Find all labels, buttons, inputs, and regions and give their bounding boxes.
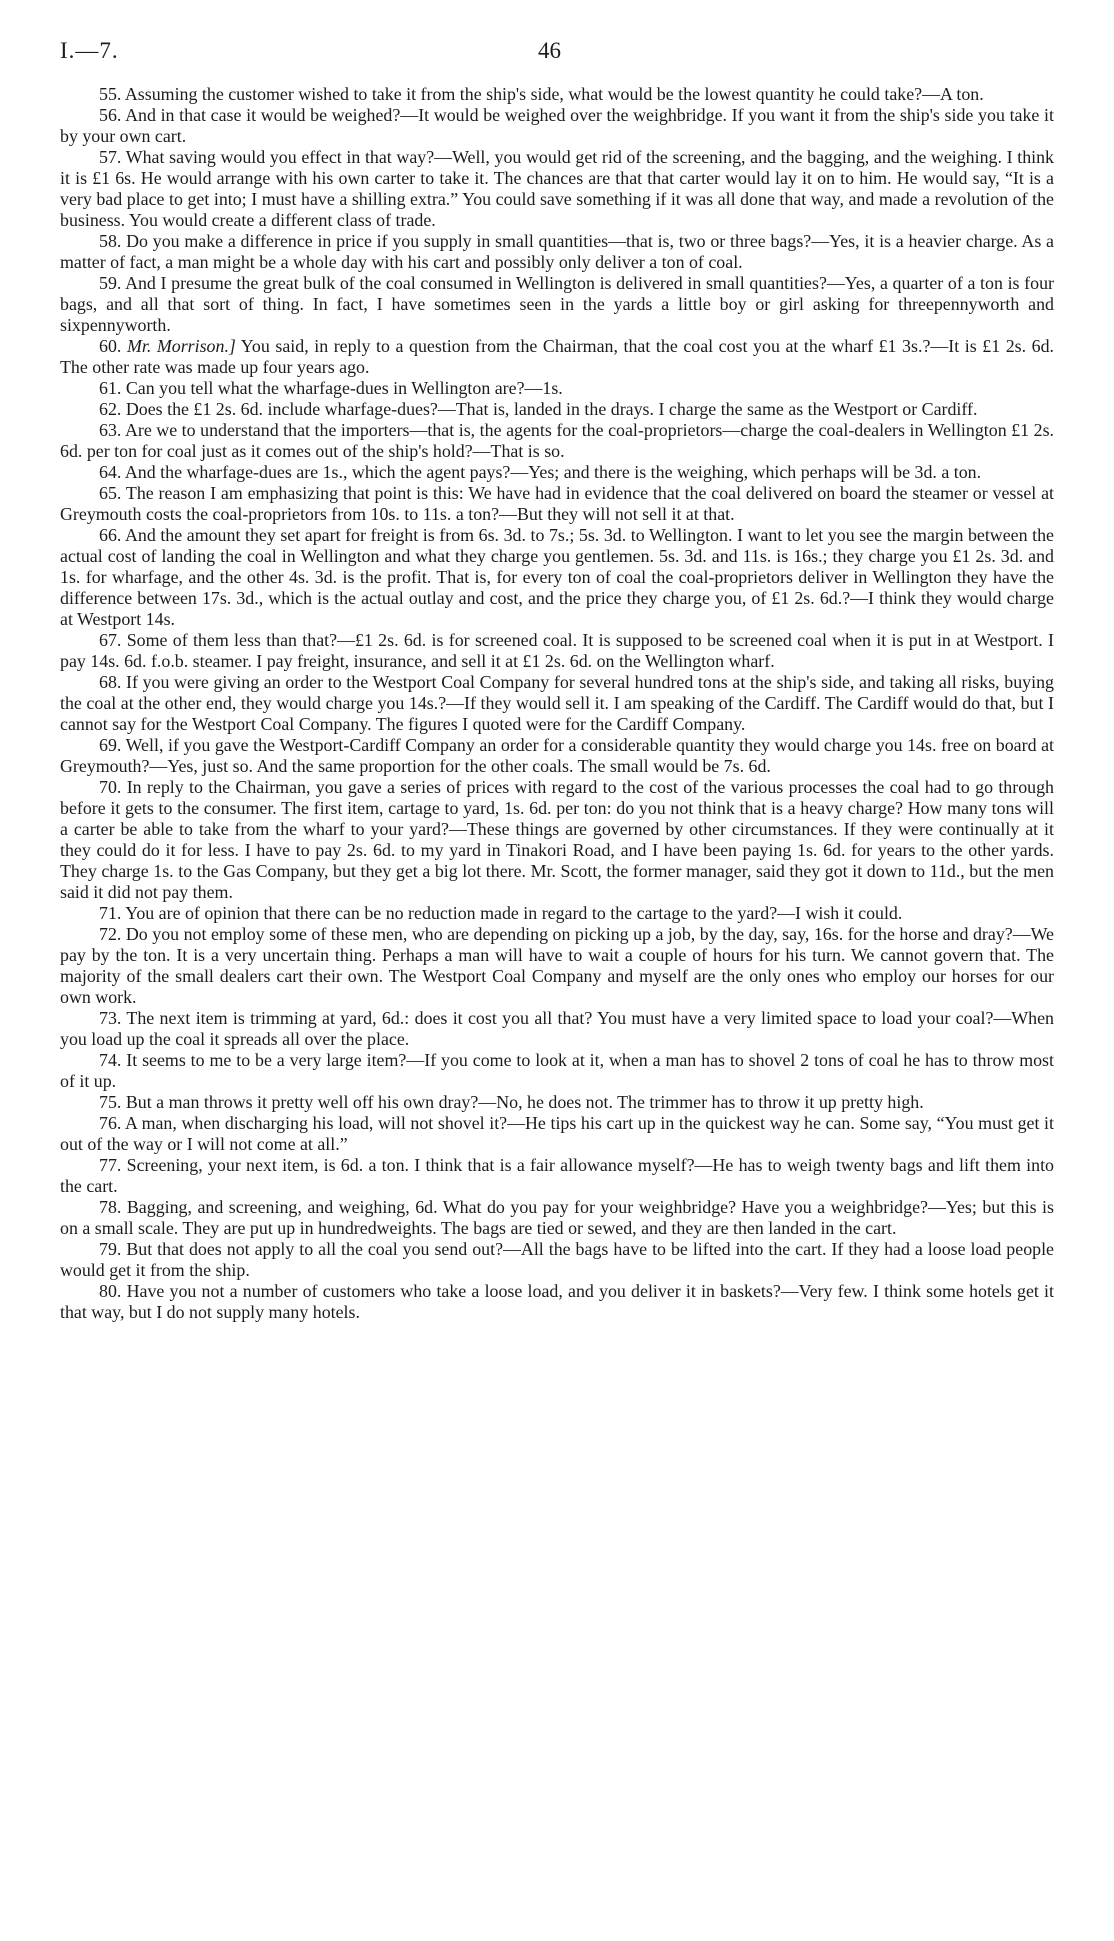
paragraph-79 <box>60 1239 1054 1281</box>
paragraph-text: Well, if you gave the Westport-Cardiff Company an order for a considerable quantity they would charge you 14s. free on board at Greymouth?—Yes, just so. And the same proportion for the other coals. The small would be 7s. 6d. <box>60 735 1054 776</box>
paragraph-68 <box>60 672 1054 735</box>
paragraph-75 <box>60 1092 1054 1113</box>
paragraph-text: You said, in reply to a question from the Chairman, that the coal cost you at the wharf £1 3s.?—It is £1 2s. 6d. The other rate was made up four years ago. <box>60 336 1055 377</box>
paragraph-text: Can you tell what the wharfage-dues in Wellington are?—1s. <box>125 378 563 398</box>
paragraph-text: Do you make a difference in price if you supply in small quantities—that is, two or three bags?—Yes, it is a heavier charge. As a matter of fact, a man might be a whole day with his cart and possibly only deliver a ton of coal. <box>60 231 1054 272</box>
question-number: 68. <box>99 672 122 692</box>
paragraph-78 <box>60 1197 1054 1239</box>
paragraph-77 <box>60 1155 1054 1197</box>
question-number: 69. <box>99 735 122 755</box>
paragraph-text: And the amount they set apart for freight is from 6s. 3d. to 7s.; 5s. 3d. to Wellington. I want to let you see the margin between the actual cost of landing the coal in Wellington and what they charge you gentlemen. 5s. 3d. and 11s. is 16s.; they charge you £1 2s. 3d. and 1s. for wharfage, and the other 4s. 3d. is the profit. That is, for every ton of coal the coal-proprietors deliver in Wellington they have the difference between 17s. 3d., which is the actual outlay and cost, and the price they charge you, of £1 2s. 6d.?—I think they would charge at Westport 14s. <box>60 525 1054 629</box>
paragraph-text: A man, when discharging his load, will not shovel it?—He tips his cart up in the quickest way he can. Some say, “You must get it out of the way or I will not come at all.” <box>60 1113 1054 1154</box>
paragraph-66 <box>60 525 1054 630</box>
question-number: 65. <box>99 483 122 503</box>
paragraph-text: Bagging, and screening, and weighing, 6d. What do you pay for your weighbridge? Have you a weighbridge?—Yes; but this is on a small scale. They are put up in hundredweights. The bags are tied or sewed, and they are then landed in the cart. <box>60 1197 1054 1238</box>
page-header <box>60 38 1054 84</box>
series-number: I.—7. <box>60 38 119 63</box>
question-number: 75. <box>99 1092 122 1112</box>
paragraph-60 <box>60 336 1054 378</box>
question-number: 64. <box>99 462 122 482</box>
question-number: 60. <box>99 336 122 356</box>
paragraph-80 <box>60 1281 1054 1323</box>
question-number: 67. <box>99 630 122 650</box>
paragraph-70 <box>60 777 1054 903</box>
paragraph-59 <box>60 273 1054 336</box>
paragraph-text: Have you not a number of customers who take a loose load, and you deliver it in baskets?—Very few. I think some hotels get it that way, but I do not supply many hotels. <box>60 1281 1054 1322</box>
paragraph-text: Screening, your next item, is 6d. a ton. I think that is a fair allowance myself?—He has to weigh twenty bags and lift them into the cart. <box>60 1155 1054 1196</box>
paragraph-61 <box>60 378 1054 399</box>
paragraph-58 <box>60 231 1054 273</box>
question-number: 66. <box>99 525 122 545</box>
paragraph-text: And I presume the great bulk of the coal consumed in Wellington is delivered in small quantities?—Yes, a quarter of a ton is four bags, and all that sort of thing. In fact, I have sometimes seen in the yards a little boy or girl asking for threepennyworth and sixpennyworth. <box>60 273 1054 335</box>
paragraph-73 <box>60 1008 1054 1050</box>
paragraph-text: Are we to understand that the importers—that is, the agents for the coal-proprietors—charge the coal-dealers in Wellington £1 2s. 6d. per ton for coal just as it comes out of the ship's hold?—That is so. <box>60 420 1054 461</box>
paragraph-65 <box>60 483 1054 525</box>
question-number: 57. <box>99 147 122 167</box>
paragraph-76 <box>60 1113 1054 1155</box>
question-number: 79. <box>99 1239 122 1259</box>
paragraph-69 <box>60 735 1054 777</box>
question-number: 58. <box>99 231 122 251</box>
speaker-label: Mr. Morrison.] <box>126 336 236 356</box>
paragraph-text: You are of opinion that there can be no reduction made in regard to the cartage to the yard?—I wish it could. <box>125 903 903 923</box>
paragraph-text: If you were giving an order to the Westport Coal Company for several hundred tons at the ship's side, and taking all risks, buying the coal at the other end, they would charge you 14s.?—If they would sell it. I am speaking of the Cardiff. The Cardiff would do that, but I cannot say for the Westport Coal Company. The figures I quoted were for the Cardiff Company. <box>60 672 1054 734</box>
question-number: 56. <box>99 105 122 125</box>
page-number: 46 <box>538 38 561 63</box>
question-number: 71. <box>99 903 122 923</box>
question-number: 73. <box>99 1008 122 1028</box>
paragraph-text: And the wharfage-dues are 1s., which the agent pays?—Yes; and there is the weighing, which perhaps will be 3d. a ton. <box>124 462 982 482</box>
paragraph-74 <box>60 1050 1054 1092</box>
paragraph-text: But a man throws it pretty well off his own dray?—No, he does not. The trimmer has to throw it up pretty high. <box>125 1092 924 1112</box>
paragraph-text: And in that case it would be weighed?—It would be weighed over the weighbridge. If you want it from the ship's side you take it by your own cart. <box>60 105 1054 146</box>
paragraph-text: Does the £1 2s. 6d. include wharfage-dues?—That is, landed in the drays. I charge the same as the Westport or Cardiff. <box>125 399 978 419</box>
paragraph-text: The reason I am emphasizing that point is this: We have had in evidence that the coal delivered on board the steamer or vessel at Greymouth costs the coal-proprietors from 10s. to 11s. a ton?—But they will not sell it at that. <box>60 483 1054 524</box>
question-number: 62. <box>99 399 122 419</box>
paragraph-text: What saving would you effect in that way?—Well, you would get rid of the screening, and the bagging, and the weighing. I think it is £1 6s. He would arrange with his own carter to take it. The chances are that that carter would lay it on to him. He would say, “It is a very bad place to get into; I must have a shilling extra.” You could save something if it was all done that way, and made a revolution of the business. You would create a different class of trade. <box>60 147 1055 230</box>
document-body <box>60 84 1054 1323</box>
question-number: 61. <box>99 378 122 398</box>
question-number: 70. <box>99 777 122 797</box>
paragraph-text: In reply to the Chairman, you gave a series of prices with regard to the cost of the various processes the coal had to go through before it gets to the consumer. The first item, cartage to yard, 1s. 6d. per ton: do you not think that is a heavy charge? How many tons will a carter be able to take from the wharf to your yard?—These things are governed by other circumstances. If they were continually at it they could do it for less. I have to pay 2s. 6d. to my yard in Tinakori Road, and I have been paying 1s. 6d. for years to the other yards. They charge 1s. to the Gas Company, but they get a big lot there. Mr. Scott, the former manager, said they got it down to 11d., but the men said it did not pay them. <box>60 777 1054 902</box>
paragraph-64 <box>60 462 1054 483</box>
paragraph-text: It seems to me to be a very large item?—If you come to look at it, when a man has to shovel 2 tons of coal he has to throw most of it up. <box>60 1050 1054 1091</box>
paragraph-text: Some of them less than that?—£1 2s. 6d. is for screened coal. It is supposed to be screened coal when it is put in at Westport. I pay 14s. 6d. f.o.b. steamer. I pay freight, insurance, and sell it at £1 2s. 6d. on the Wellington wharf. <box>60 630 1054 671</box>
paragraph-text: The next item is trimming at yard, 6d.: does it cost you all that? You must have a very limited space to load your coal?—When you load up the coal it spreads all over the place. <box>60 1008 1054 1049</box>
question-number: 63. <box>99 420 122 440</box>
question-number: 55. <box>99 84 122 104</box>
question-number: 76. <box>99 1113 122 1133</box>
paragraph-71 <box>60 903 1054 924</box>
paragraph-text: But that does not apply to all the coal you send out?—All the bags have to be lifted into the cart. If they had a loose load people would get it from the ship. <box>60 1239 1054 1280</box>
paragraph-56 <box>60 105 1054 147</box>
paragraph-57 <box>60 147 1054 231</box>
question-number: 59. <box>99 273 122 293</box>
paragraph-63 <box>60 420 1054 462</box>
paragraph-62 <box>60 399 1054 420</box>
paragraph-72 <box>60 924 1054 1008</box>
paragraph-text: Assuming the customer wished to take it from the ship's side, what would be the lowest quantity he could take?—A ton. <box>124 84 984 104</box>
paragraph-67 <box>60 630 1054 672</box>
question-number: 72. <box>99 924 122 944</box>
question-number: 74. <box>99 1050 122 1070</box>
question-number: 80. <box>99 1281 122 1301</box>
paragraph-55 <box>60 84 1054 105</box>
paragraph-text: Do you not employ some of these men, who are depending on picking up a job, by the day, say, 16s. for the horse and dray?—We pay by the ton. It is a very uncertain thing. Perhaps a man will have to wait a couple of hours for his turn. We cannot govern that. The majority of the small dealers cart their own. The Westport Coal Company and myself are the only ones who employ our horses for our own work. <box>60 924 1054 1007</box>
question-number: 78. <box>99 1197 122 1217</box>
question-number: 77. <box>99 1155 122 1175</box>
